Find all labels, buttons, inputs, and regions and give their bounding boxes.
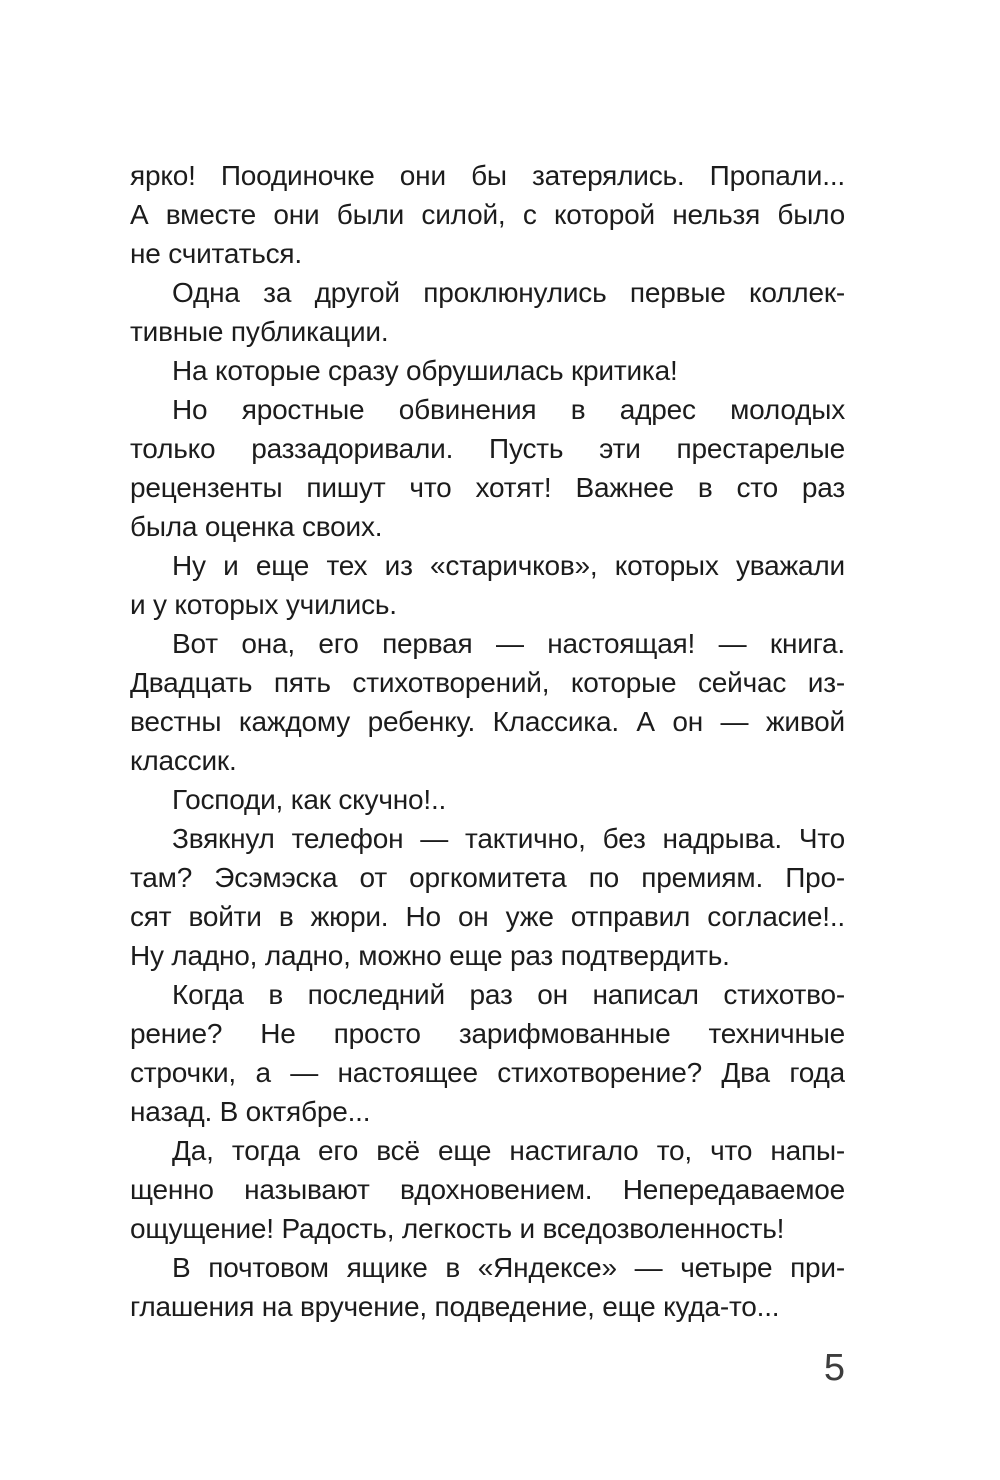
text-line: классик. bbox=[130, 745, 237, 776]
text-line: На которые сразу обрушилась критика! bbox=[172, 355, 678, 386]
page-text-block bbox=[130, 156, 845, 1326]
text-line: Звякнул телефон — тактично, без надрыва. Что bbox=[172, 823, 845, 854]
text-line: и у которых учились. bbox=[130, 589, 397, 620]
text-line: Вот она, его первая — настоящая! — книга. bbox=[172, 628, 845, 659]
text-line: Двадцать пять стихотворений, которые сейчас из- bbox=[130, 667, 845, 698]
text-line: глашения на вручение, подведение, еще куда-то... bbox=[130, 1291, 780, 1322]
page-number: 5 bbox=[823, 1347, 845, 1389]
text-line: там? Эсэмэска от оргкомитета по премиям. Про- bbox=[130, 862, 845, 893]
text-line: вестны каждому ребенку. Классика. А он — живой bbox=[130, 706, 845, 737]
text-line: только раззадоривали. Пусть эти престарелые bbox=[130, 433, 845, 464]
text-line: строчки, а — настоящее стихотворение? Два года bbox=[130, 1057, 845, 1088]
text-line: В почтовом ящике в «Яндексе» — четыре при- bbox=[172, 1252, 845, 1283]
text-line: Господи, как скучно!.. bbox=[172, 784, 447, 815]
text-line: Но яростные обвинения в адрес молодых bbox=[172, 394, 845, 425]
text-line: была оценка своих. bbox=[130, 511, 383, 542]
text-line: рецензенты пишут что хотят! Важнее в сто раз bbox=[130, 472, 845, 503]
text-line: сят войти в жюри. Но он уже отправил согласие!.. bbox=[130, 901, 845, 932]
text-line: не считаться. bbox=[130, 238, 302, 269]
text-line: Ну и еще тех из «старичков», которых уважали bbox=[172, 550, 845, 581]
text-line: Да, тогда его всё еще настигало то, что напы- bbox=[172, 1135, 845, 1166]
text-line: ощущение! Радость, легкость и вседозволенность! bbox=[130, 1213, 785, 1244]
text-line: Одна за другой проклюнулись первые коллек- bbox=[172, 277, 845, 308]
text-line: ярко! Поодиночке они бы затерялись. Пропали... bbox=[130, 160, 845, 191]
text-line: А вместе они были силой, с которой нельзя было bbox=[130, 199, 845, 230]
text-line: тивные публикации. bbox=[130, 316, 389, 347]
text-line: Ну ладно, ладно, можно еще раз подтвердить. bbox=[130, 940, 730, 971]
text-line: назад. В октябре... bbox=[130, 1096, 371, 1127]
text-line: Когда в последний раз он написал стихотво- bbox=[172, 979, 845, 1010]
text-line: рение? Не просто зарифмованные техничные bbox=[130, 1018, 845, 1049]
text-line: щенно называют вдохновением. Непередаваемое bbox=[130, 1174, 845, 1205]
